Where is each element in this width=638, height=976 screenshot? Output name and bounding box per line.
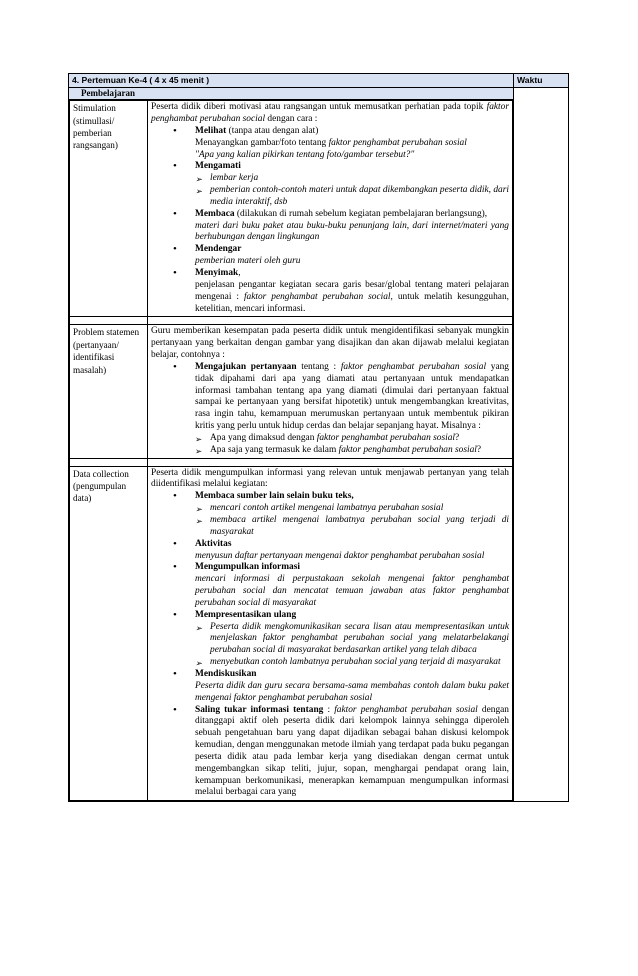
stimulation-label: Stimulation (stimullasi/ pemberian rangsangan) <box>70 101 148 317</box>
problem-list <box>151 362 509 457</box>
question-item: ➢ Apa yang dimaksud dengan faktor penghambat perubahan sosial? <box>195 433 509 445</box>
lesson-table <box>68 73 569 802</box>
mendiskusikan-item: • Mendiskusikan Peserta didik dan guru secara bersama-sama membahas contoh dalam buku paket mengenai faktor penghambat perubahan sosial <box>173 669 509 705</box>
activities-table <box>69 100 513 801</box>
membaca-subitem: ➢ membaca artikel mengenai lambatnya perubahan social yang terjadi di masyarakat <box>195 515 509 539</box>
problem-label: Problem statemen (pertanyaan/ identifikasi masalah) <box>70 325 148 458</box>
mempresentasikan-subitem: ➢ Peserta didik mengkomunikasikan secara lisan atau mempresentasikan untuk menjelaskan faktor penghambat perubahan social yang melatarbelakangi perubahan social di masyarakat berdasarkan artikel yang telah dibaca <box>195 622 509 658</box>
waktu-column <box>514 87 569 801</box>
problem-row <box>70 325 513 458</box>
aktivitas-item: • Aktivitas menyusun daftar pertanyaan mengenai daktor penghambat perubahan sosial <box>173 539 509 563</box>
saling-tukar-item: • Saling tukar informasi tentang : faktor penghambat perubahan sosial dengan ditanggapi aktif oleh peserta didik dari kelompok lainnya sehingga diperoleh sebuah pengetahuan baru yang dapat dijadikan sebagai bahan diskusi kelompok kemudian, dengan menggunakan metode ilmiah yang terdapat pada buku pegangan peserta didik atau pada lembar kerja yang disediakan dengan cermat untuk mengembangkan sikap teliti, jujur, sopan, menghargai pendapat orang lain, kemampuan berkomunikasi, menerapkan kemampuan mengumpulkan informasi melalui berbagai cara yang <box>173 705 509 800</box>
pembelajaran-header: Pembelajaran <box>69 87 514 99</box>
mengajukan-item: • Mengajukan pertanyaan tentang : faktor penghambat perubahan sosial yang tidak dipahami dari apa yang diamati atau pertanyaan untuk mendapatkan informasi tambahan tentang apa yang diamati (dimulai dari pertanyaan faktual sampai ke pertanyaan yang bersifat hipotetik) untuk mengembangkan kreativitas, rasa ingin tahu, kemampuan merumuskan pertanyaan untuk membentuk pikiran kritis yang perlu untuk hidup cerdas dan belajar sepanjang hayat. Misalnya : ➢ Apa yang dimaksud dengan faktor penghambat perubahan sosial? ➢ Apa saja yang termasuk ke dalam faktor penghambat perubahan sosial? <box>173 362 509 457</box>
mempresentasikan-item: • Mempresentasikan ulang ➢ Peserta didik mengkomunikasikan secara lisan atau mempresentasikan untuk menjelaskan faktor penghambat perubahan social yang melatarbelakangi perubahan social di masyarakat berdasarkan artikel yang telah dibaca ➢ menyebutkan contoh lambatnya perubahan social yang terjaid di masyarakat <box>173 610 509 669</box>
stimulation-content <box>148 101 513 317</box>
data-collection-intro: Peserta didik mengumpulkan informasi yang relevan untuk menjawab pertanyan yang telah diidentifikasi melalui kegiatan: <box>151 467 509 490</box>
membaca-sumber-item: • Membaca sumber lain selain buku teks, ➢ mencari contoh artikel mengenai lambatnya perubahan sosial ➢ membaca artikel mengenai lambatnya perubahan social yang terjadi di masyarakat <box>173 491 509 538</box>
lesson-plan-page <box>68 73 568 802</box>
membaca-item: • Membaca (dilakukan di rumah sebelum kegiatan pembelajaran berlangsung), materi dari buku paket atau buku-buku penunjang lain, dari internet/materi yang berhubungan dengan lingkungan <box>173 209 509 245</box>
stimulation-list <box>151 126 509 316</box>
menyimak-item: • Menyimak, penjelasan pengantar kegiatan secara garis besar/global tentang materi pelajaran mengenai : faktor penghambat perubahan social, untuk melatih kesungguhan, ketelitian, mencari informasi. <box>173 268 509 315</box>
question-item: ➢ Apa saja yang termasuk ke dalam faktor penghambat perubahan sosial? <box>195 445 509 457</box>
data-collection-label: Data collection (pengumpulan data) <box>70 466 148 801</box>
problem-intro: Guru memberikan kesempatan pada peserta didik untuk mengidentifikasi sebanyak mungkin pertanyaan yang berkaitan dengan gambar yang disajikan dan akan dijawab melalui kegiatan belajar, contohnya : <box>151 326 509 361</box>
mendengar-item: • Mendengar pemberian materi oleh guru <box>173 244 509 268</box>
mengamati-item: • Mengamati ➢ lembar kerja ➢ pemberian contoh-contoh materi untuk dapat dikembangkan peserta didik, dari media interaktif, dsb <box>173 161 509 208</box>
data-collection-list <box>151 491 509 799</box>
melihat-item: • Melihat (tanpa atau dengan alat) Menayangkan gambar/foto tentang faktor penghambat perubahan sosial "Apa yang kalian pikirkan tentang foto/gambar tersebut?" <box>173 126 509 162</box>
stimulation-row <box>70 101 513 317</box>
mengumpulkan-item: • Mengumpulkan informasi mencari informasi di perpustakaan sekolah mengenai faktor penghambat perubahan social dan mencatat temuan jawaban atas faktor penghambat perubahan social di masyarakat <box>173 562 509 609</box>
problem-content <box>148 325 513 458</box>
meeting-title: 4. Pertemuan Ke-4 ( 4 x 45 menit ) <box>69 74 514 88</box>
mengamati-subitem: ➢ lembar kerja <box>195 173 509 185</box>
data-collection-row <box>70 466 513 801</box>
mempresentasikan-subitem: ➢ menyebutkan contoh lambatnya perubahan social yang terjaid di masyarakat <box>195 657 509 669</box>
waktu-header: Waktu <box>514 74 569 88</box>
data-collection-content <box>148 466 513 801</box>
stimulation-intro: Peserta didik diberi motivasi atau rangsangan untuk memusatkan perhatian pada topik faktor penghambat perubahan social dengan cara : <box>151 102 509 124</box>
membaca-subitem: ➢ mencari contoh artikel mengenai lambatnya perubahan sosial <box>195 503 509 515</box>
activities-cell <box>69 100 514 802</box>
mengamati-subitem: ➢ pemberian contoh-contoh materi untuk dapat dikembangkan peserta didik, dari media interaktif, dsb <box>195 185 509 209</box>
